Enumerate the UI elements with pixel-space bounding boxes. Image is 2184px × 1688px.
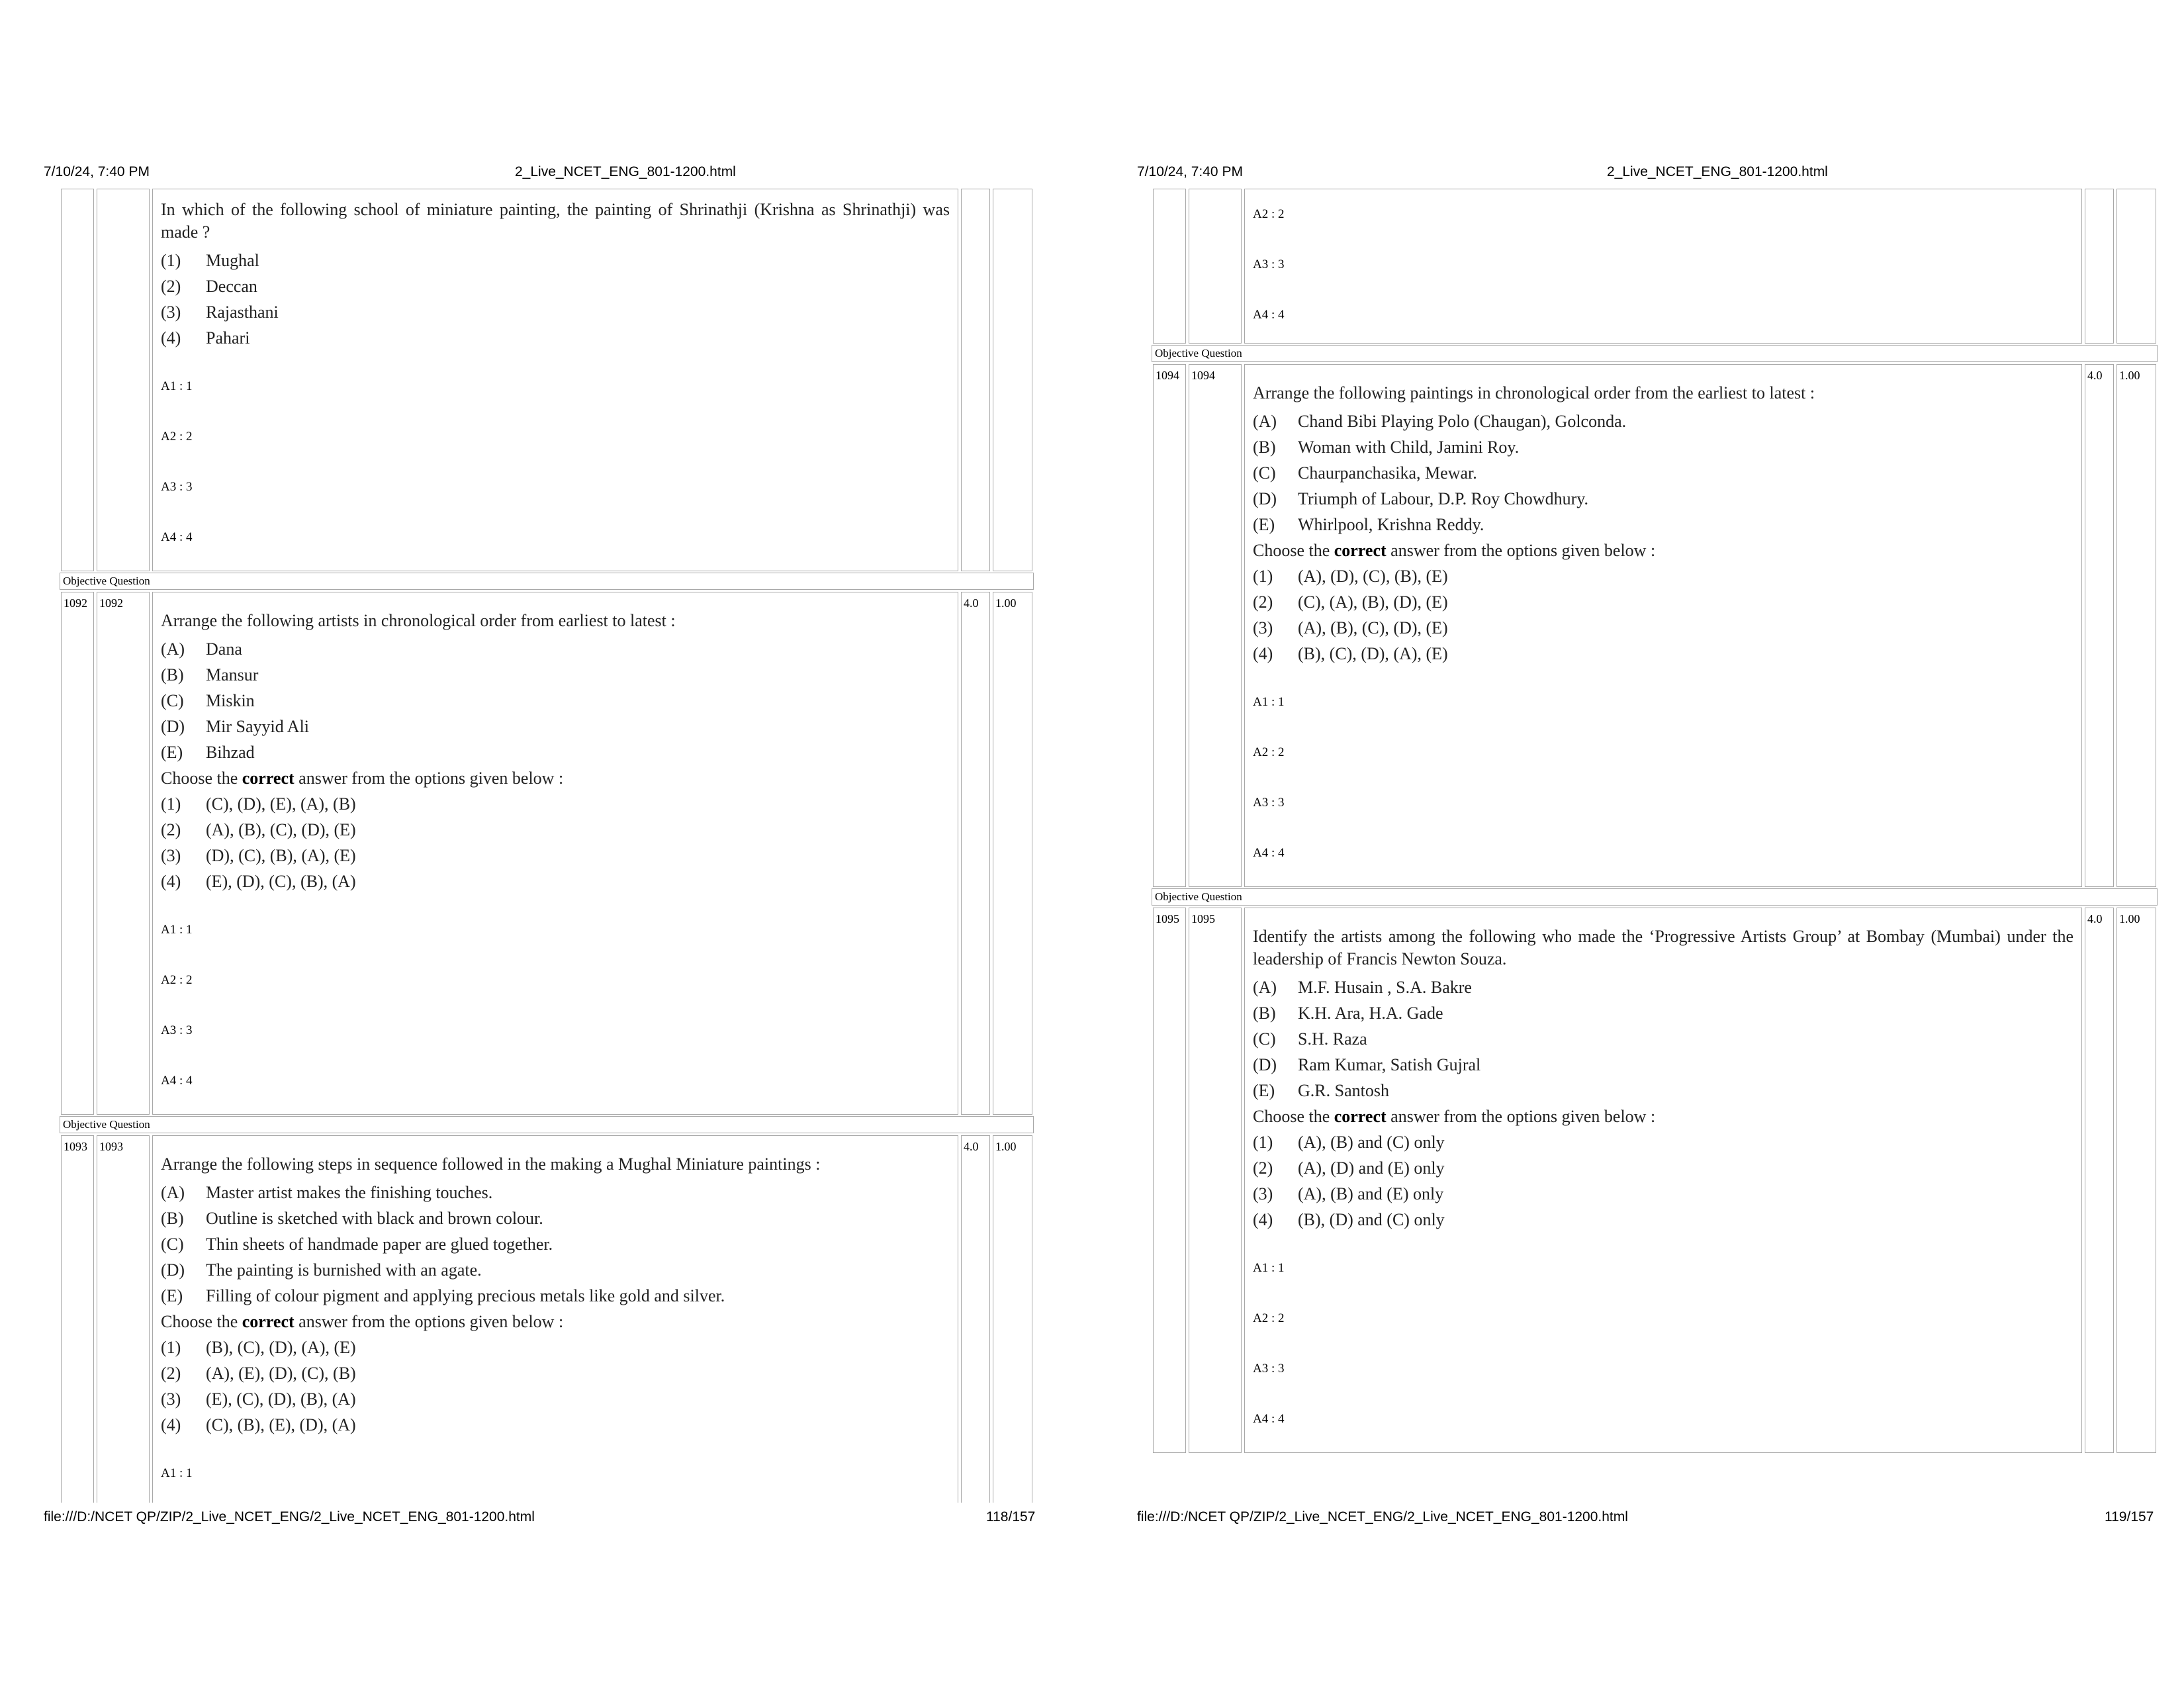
sno-cell (61, 189, 94, 571)
negative-cell: 1.00 (2116, 908, 2156, 1453)
option-3: (3) (D), (C), (B), (A), (E) (161, 846, 356, 865)
option-3: (3) Rajasthani (161, 303, 279, 322)
answer-1: A1 : 1 (161, 1466, 193, 1480)
answer-4: A4 : 4 (1253, 846, 1285, 860)
item-a: (A) Dana (161, 639, 242, 659)
negative-cell (2116, 189, 2156, 344)
answer-3: A3 : 3 (1253, 258, 1285, 271)
question-body (152, 1135, 958, 1503)
option-4: (4) (B), (C), (D), (A), (E) (1253, 644, 1448, 663)
item-c: (C) S.H. Raza (1253, 1029, 1367, 1049)
answer-2: A2 : 2 (1253, 745, 1285, 759)
footer-path: file:///D:/NCET QP/ZIP/2_Live_NCET_ENG/2_Live_NCET_ENG_801-1200.html (44, 1509, 535, 1524)
option-1: (1) Mughal (161, 251, 259, 270)
marks-cell (961, 189, 990, 571)
answer-1: A1 : 1 (1253, 1261, 1285, 1275)
answer-4: A4 : 4 (1253, 308, 1285, 322)
option-2: (2) Deccan (161, 277, 257, 296)
option-1: (1) (B), (C), (D), (A), (E) (161, 1338, 356, 1357)
negative-cell: 1.00 (993, 1135, 1032, 1503)
item-b: (B) Woman with Child, Jamini Roy. (1253, 438, 1520, 457)
answer-2: A2 : 2 (1253, 1311, 1285, 1325)
item-c: (C) Miskin (161, 691, 255, 710)
question-continued (1152, 189, 2158, 344)
page-119 (1092, 0, 2184, 1688)
item-e: (E) Bihzad (161, 743, 255, 762)
sno-cell: 1094 (1153, 364, 1186, 887)
item-b: (B) Mansur (161, 665, 259, 684)
question-type: Objective Question (1152, 888, 2158, 906)
option-4: (4) (E), (D), (C), (B), (A) (161, 872, 356, 891)
qid-cell: 1093 (97, 1135, 150, 1503)
option-2: (2) (A), (B), (C), (D), (E) (161, 820, 356, 839)
question-body (1244, 908, 2082, 1453)
question-text: In which of the following school of miniature painting, the painting of Shrinathji (Krishna as Shrinathji) was made ? (161, 200, 950, 242)
answer-1: A1 : 1 (161, 923, 193, 937)
qid-cell (97, 189, 150, 571)
option-1: (1) (C), (D), (E), (A), (B) (161, 794, 356, 814)
sno-cell: 1092 (61, 592, 94, 1115)
negative-cell (993, 189, 1032, 571)
answer-2: A2 : 2 (1253, 207, 1285, 221)
question-body (152, 592, 958, 1115)
option-4: (4) (C), (B), (E), (D), (A) (161, 1415, 356, 1434)
header-filename: 2_Live_NCET_ENG_801-1200.html (515, 164, 736, 179)
question-text: Arrange the following paintings in chronological order from the earliest to latest : (1253, 383, 1815, 402)
qid-cell: 1095 (1189, 908, 1242, 1453)
question-block-1094 (1152, 345, 2158, 887)
question-type: Objective Question (60, 1116, 1034, 1133)
header-date: 7/10/24, 7:40 PM (1137, 164, 1243, 179)
sno-cell: 1093 (61, 1135, 94, 1503)
answer-4: A4 : 4 (161, 530, 193, 544)
item-d: (D) The painting is burnished with an agate. (161, 1260, 482, 1280)
answer-1: A1 : 1 (1253, 695, 1285, 709)
question-block-1092 (60, 573, 1034, 1115)
item-c: (C) Chaurpanchasika, Mewar. (1253, 463, 1477, 483)
option-1: (1) (A), (D), (C), (B), (E) (1253, 567, 1448, 586)
instruction: Choose the correct answer from the options given below : (1253, 541, 1656, 560)
item-e: (E) Filling of colour pigment and applying precious metals like gold and silver. (161, 1286, 725, 1305)
question-type: Objective Question (1152, 345, 2158, 362)
item-d: (D) Triumph of Labour, D.P. Roy Chowdhury. (1253, 489, 1589, 508)
page-number: 118/157 (986, 1509, 1036, 1524)
sno-cell (1153, 189, 1186, 344)
answer-2: A2 : 2 (161, 973, 193, 987)
question-frame (60, 189, 1034, 1503)
question-block-1095 (1152, 888, 2158, 1453)
question-text: Arrange the following artists in chronological order from earliest to latest : (161, 611, 676, 630)
answer-3: A3 : 3 (161, 480, 193, 494)
question-continued (60, 189, 1034, 571)
item-a: (A) Master artist makes the finishing touches. (161, 1183, 493, 1202)
option-2: (2) (A), (D) and (E) only (1253, 1158, 1445, 1178)
question-text: Arrange the following steps in sequence followed in the making a Mughal Miniature paintings : (161, 1154, 821, 1174)
negative-cell: 1.00 (2116, 364, 2156, 887)
question-body (1244, 189, 2082, 344)
option-4: (4) (B), (D) and (C) only (1253, 1210, 1445, 1229)
qid-cell (1189, 189, 1242, 344)
option-3: (3) (A), (B) and (E) only (1253, 1184, 1444, 1203)
question-body (1244, 364, 2082, 887)
marks-cell: 4.0 (961, 1135, 990, 1503)
question-body (152, 189, 958, 571)
answer-3: A3 : 3 (1253, 796, 1285, 810)
item-d: (D) Ram Kumar, Satish Gujral (1253, 1055, 1481, 1074)
question-block-1093 (60, 1116, 1034, 1503)
instruction: Choose the correct answer from the options given below : (161, 769, 564, 788)
item-b: (B) K.H. Ara, H.A. Gade (1253, 1004, 1443, 1023)
marks-cell: 4.0 (2085, 908, 2114, 1453)
option-4: (4) Pahari (161, 328, 250, 348)
answer-1: A1 : 1 (161, 379, 193, 393)
item-e: (E) G.R. Santosh (1253, 1081, 1389, 1100)
option-1: (1) (A), (B) and (C) only (1253, 1133, 1445, 1152)
option-3: (3) (E), (C), (D), (B), (A) (161, 1389, 356, 1409)
question-text: Identify the artists among the following who made the ‘Progressive Artists Group’ at Bombay (Mumbai) under the leadership of Francis Newton Souza. (1253, 927, 2073, 968)
footer-path: file:///D:/NCET QP/ZIP/2_Live_NCET_ENG/2_Live_NCET_ENG_801-1200.html (1137, 1509, 1628, 1524)
marks-cell: 4.0 (2085, 364, 2114, 887)
instruction: Choose the correct answer from the options given below : (161, 1312, 564, 1331)
question-type: Objective Question (60, 573, 1034, 590)
answer-4: A4 : 4 (1253, 1412, 1285, 1426)
option-3: (3) (A), (B), (C), (D), (E) (1253, 618, 1448, 637)
instruction: Choose the correct answer from the options given below : (1253, 1107, 1656, 1126)
item-b: (B) Outline is sketched with black and brown colour. (161, 1209, 543, 1228)
sno-cell: 1095 (1153, 908, 1186, 1453)
option-2: (2) (C), (A), (B), (D), (E) (1253, 592, 1448, 612)
item-e: (E) Whirlpool, Krishna Reddy. (1253, 515, 1484, 534)
qid-cell: 1092 (97, 592, 150, 1115)
negative-cell: 1.00 (993, 592, 1032, 1115)
marks-cell (2085, 189, 2114, 344)
page-number: 119/157 (2105, 1509, 2154, 1524)
question-frame (1152, 189, 2158, 1503)
option-2: (2) (A), (E), (D), (C), (B) (161, 1364, 356, 1383)
item-d: (D) Mir Sayyid Ali (161, 717, 310, 736)
answer-4: A4 : 4 (161, 1074, 193, 1088)
header-filename: 2_Live_NCET_ENG_801-1200.html (1607, 164, 1828, 179)
answer-2: A2 : 2 (161, 430, 193, 444)
answer-3: A3 : 3 (161, 1023, 193, 1037)
answer-3: A3 : 3 (1253, 1362, 1285, 1376)
header-date: 7/10/24, 7:40 PM (44, 164, 150, 179)
item-c: (C) Thin sheets of handmade paper are glued together. (161, 1235, 553, 1254)
qid-cell: 1094 (1189, 364, 1242, 887)
item-a: (A) M.F. Husain , S.A. Bakre (1253, 978, 1472, 997)
item-a: (A) Chand Bibi Playing Polo (Chaugan), Golconda. (1253, 412, 1627, 431)
marks-cell: 4.0 (961, 592, 990, 1115)
